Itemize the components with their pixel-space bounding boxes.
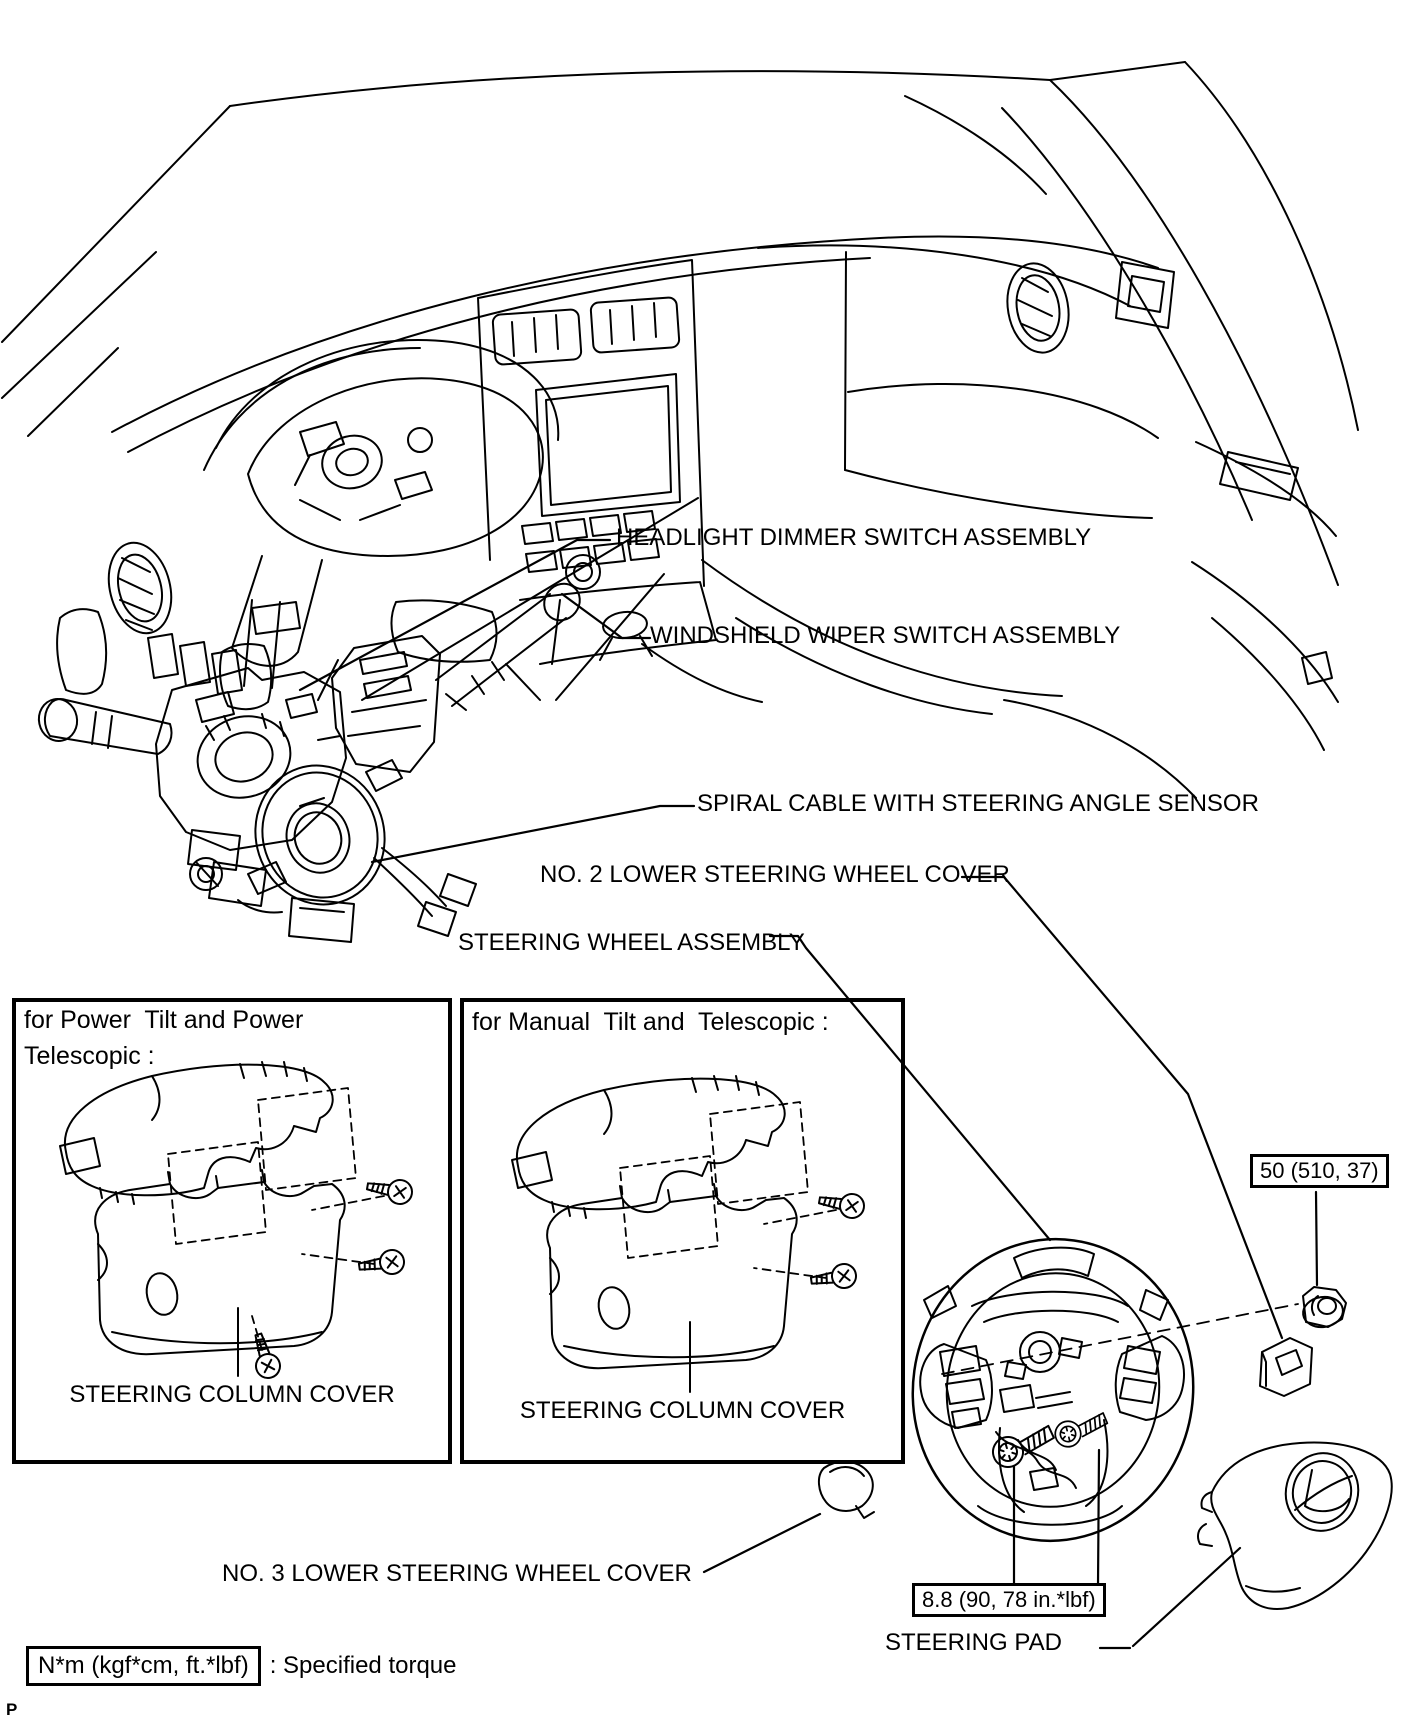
label-steering-column-cover-power: STEERING COLUMN COVER xyxy=(69,1381,395,1408)
steering-wheel-drawing xyxy=(893,1221,1298,1559)
page-marker: P xyxy=(6,1700,18,1719)
label-headlight-dimmer-switch: HEADLIGHT DIMMER SWITCH ASSEMBLY xyxy=(616,524,1092,551)
torque-value-wheel-set-nut: 50 (510, 37) xyxy=(1250,1154,1389,1188)
no2-cover-clip-drawing xyxy=(1260,1338,1312,1396)
windshield-wiper-switch-drawing xyxy=(332,577,587,772)
no3-cover-drawing xyxy=(819,1462,874,1518)
label-windshield-wiper-switch: WINDSHIELD WIPER SWITCH ASSEMBLY xyxy=(650,622,1121,649)
torque-legend xyxy=(26,1646,457,1686)
power-tilt-box-title-line1: for Power Tilt and Power xyxy=(24,1006,304,1034)
manual-tilt-box-title: for Manual Tilt and Telescopic : xyxy=(472,1008,829,1036)
torque-callout-wheel-set-nut xyxy=(1250,1154,1389,1188)
dashboard-drawing xyxy=(2,62,1358,798)
torque-legend-description: : Specified torque xyxy=(269,1652,457,1679)
power-tilt-box-title-line2: Telescopic : xyxy=(24,1042,155,1070)
label-no3-lower-cover: NO. 3 LOWER STEERING WHEEL COVER xyxy=(222,1560,692,1587)
headlight-dimmer-switch-drawing xyxy=(35,668,346,913)
label-steering-pad: STEERING PAD xyxy=(885,1629,1062,1656)
steering-pad-drawing xyxy=(1198,1443,1392,1609)
label-steering-wheel-assembly: STEERING WHEEL ASSEMBLY xyxy=(458,929,805,956)
label-steering-column-cover-manual: STEERING COLUMN COVER xyxy=(519,1397,846,1424)
label-no2-lower-cover: NO. 2 LOWER STEERING WHEEL COVER xyxy=(540,861,1010,888)
wheel-set-nut-drawing xyxy=(1301,1287,1346,1330)
manual-tilt-variant-box xyxy=(460,998,905,1464)
label-spiral-cable: SPIRAL CABLE WITH STEERING ANGLE SENSOR xyxy=(697,790,1259,817)
torque-callout-pad-screws xyxy=(912,1583,1106,1617)
torque-value-pad-screws: 8.8 (90, 78 in.*lbf) xyxy=(912,1583,1106,1617)
torque-unit-box: N*m (kgf*cm, ft.*lbf) xyxy=(26,1646,261,1686)
